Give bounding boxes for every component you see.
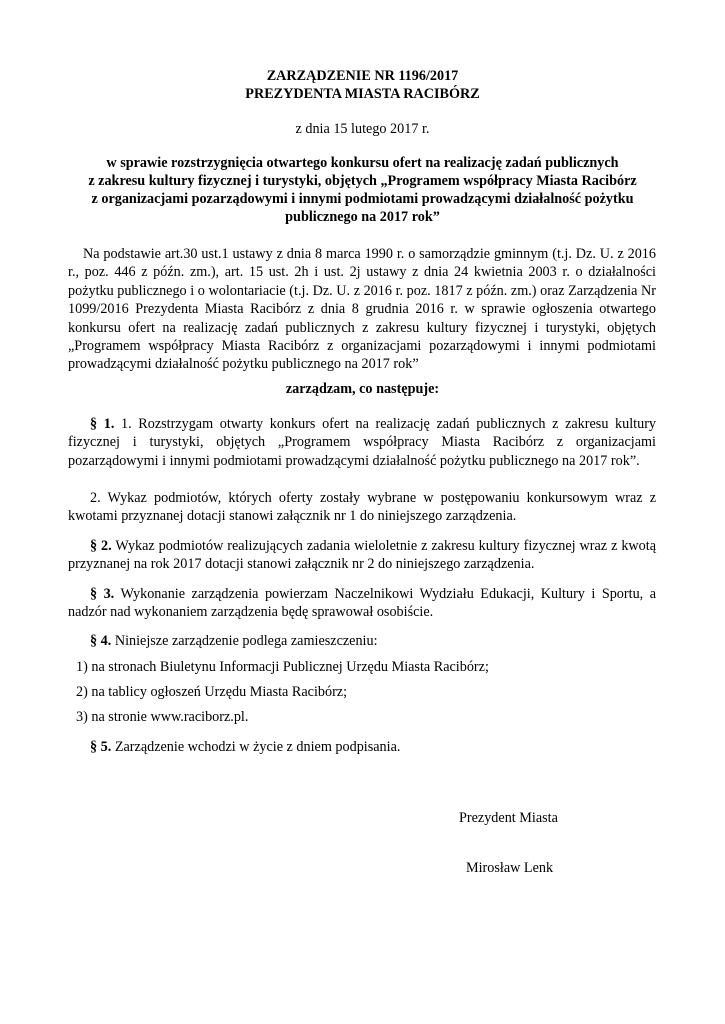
section-3-text: Wykonanie zarządzenia powierzam Naczelnikowi Wydziału Edukacji, Kultury i Sportu, a nadzór nad wykonaniem zarządzenia będę sprawował osobiście. xyxy=(68,586,657,621)
subject-line: publicznego na 2017 rok” xyxy=(285,209,440,225)
section-2-text: Wykaz podmiotów realizujących zadania wieloletnie z zakresu kultury fizycznej wraz z kwotą przyznanej na rok 2017 dotacji stanowi załącznik nr 2 do niniejszego zarządzenia. xyxy=(68,538,656,573)
section-4-mark: § 4. xyxy=(90,633,112,649)
section-5-text: Zarządzenie wchodzi w życie z dniem podpisania. xyxy=(114,739,401,755)
section-2-paragraph xyxy=(68,537,656,574)
section-5-mark: § 5. xyxy=(90,739,112,755)
signature-role: Prezydent Miasta xyxy=(459,810,558,826)
section-5-paragraph xyxy=(90,739,400,756)
signature-name: Mirosław Lenk xyxy=(466,860,554,876)
document-title: ZARZĄDZENIE NR 1196/2017 xyxy=(266,68,459,84)
subject-line: z zakresu kultury fizycznej i turystyki, objętych „Programem współpracy Miasta Racibórz xyxy=(88,173,637,189)
section-2-mark: § 2. xyxy=(90,538,112,554)
document-date: z dnia 15 lutego 2017 r. xyxy=(295,121,430,137)
list-item: 1) na stronach Biuletynu Informacji Publicznej Urzędu Miasta Racibórz; xyxy=(76,659,489,675)
decree-statement: zarządzam, co następuje: xyxy=(285,381,440,397)
section-4-text: Niniejsze zarządzenie podlega zamieszczeniu: xyxy=(114,633,378,649)
list-item: 3) na stronie www.raciborz.pl. xyxy=(76,709,249,725)
section-1-text: 1. Rozstrzygam otwarty konkurs ofert na realizację zadań publicznych z zakresu kultury fizycznej i turystyki, objętych „Programem współpracy Miasta Racibórz z organizacjami pozarządowymi i innymi podmiotami prowadzącymi działalność pożytku publicznego na 2017 rok”. xyxy=(68,416,657,469)
section-3-paragraph xyxy=(68,585,656,622)
section-1-paragraph-2: 2. Wykaz podmiotów, których oferty zostały wybrane w postępowaniu konkursowym wraz z kwotami przyznanej dotacji stanowi załącznik nr 1 do niniejszego zarządzenia. xyxy=(68,490,656,525)
list-item: 2) na tablicy ogłoszeń Urzędu Miasta Racibórz; xyxy=(76,684,348,700)
section-4-paragraph xyxy=(90,633,378,650)
preamble-paragraph: Na podstawie art.30 ust.1 ustawy z dnia 8 marca 1990 r. o samorządzie gminnym (t.j. Dz. U. z 2016 r., poz. 446 z późn. zm.), art. 15 ust. 2h i ust. 2j ustawy z dnia 24 kwietnia 2003 r. o działalności pożytku publicznego i o wolontariacie (t.j. Dz. U. z 2016 r. poz. 1817 z późn. zm.) oraz Zarządzenia Nr 1099/2016 Prezydenta Miasta Racibórz z dnia 8 grudnia 2016 r. w sprawie ogłoszenia otwartego konkursu ofert na realizację zadań publicznych z zakresu kultury fizycznej i turystyki, objętych „Programem współpracy Miasta Racibórz z organizacjami pozarządowymi i innymi podmiotami prowadzącymi działalność pożytku publicznego na 2017 rok” xyxy=(68,246,656,373)
subject-line: z organizacjami pozarządowymi i innymi podmiotami prowadzącymi działalność pożytku xyxy=(91,191,634,207)
section-1-paragraph-1 xyxy=(68,415,656,470)
section-3-mark: § 3. xyxy=(90,586,115,602)
document-issuer: PREZYDENTA MIASTA RACIBÓRZ xyxy=(245,86,480,102)
subject-line: w sprawie rozstrzygnięcia otwartego konkursu ofert na realizację zadań publicznych xyxy=(106,155,619,171)
section-1-mark: § 1. xyxy=(90,416,115,432)
